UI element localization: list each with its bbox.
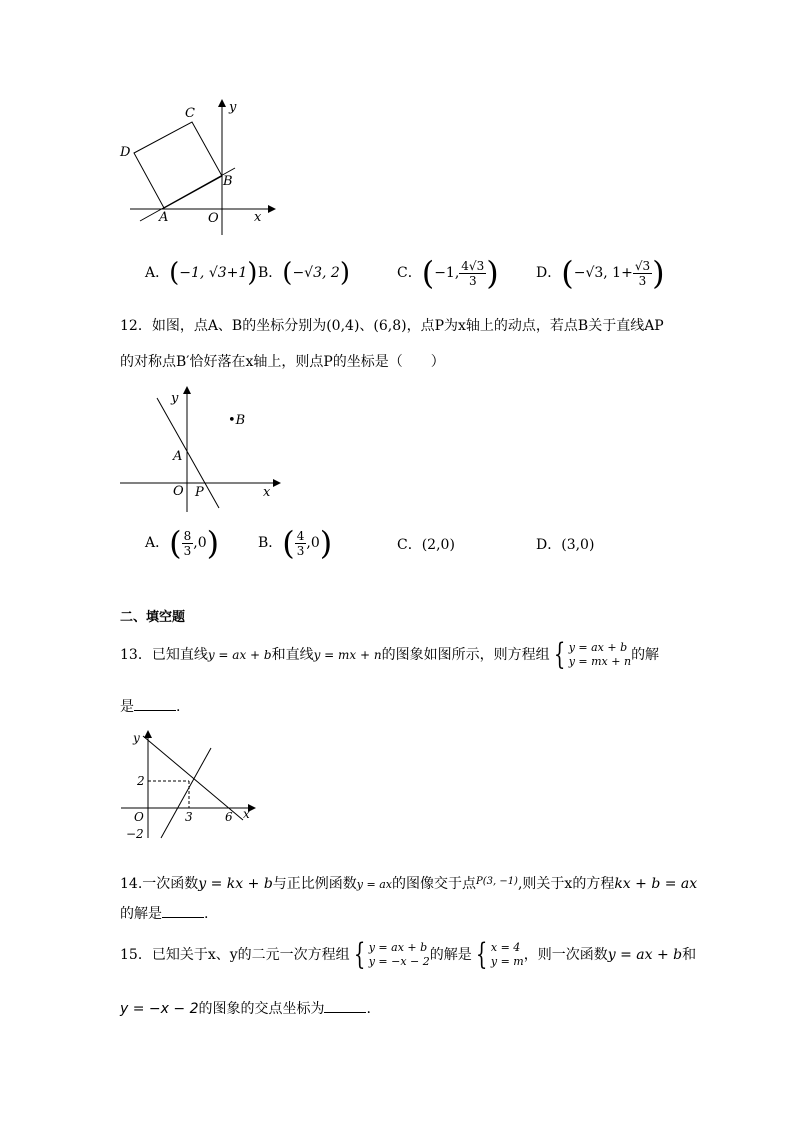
q13-line1: 13．已知直线y = ax + b和直线y = mx + n的图象如图所示，则方程组 { y = ax + b y = mx + n 的解: [120, 637, 660, 672]
q15-solution: x = 4 y = m: [490, 941, 524, 968]
fig12-label-P: P: [195, 485, 204, 500]
option-d-fraction: $\frac{√3}{3}$: [634, 258, 651, 288]
section-heading: 二、填空题: [120, 610, 186, 625]
option-a-fraction: $\frac{8}{3}$: [183, 528, 192, 558]
option-c-label: C．: [397, 537, 422, 553]
q12-figure: [115, 380, 290, 515]
fig12-label-B: •B: [228, 413, 246, 428]
fig13-label-y: y: [133, 731, 140, 745]
fig11-label-x: x: [254, 210, 262, 225]
option-a-value: −1, √3+1: [179, 265, 248, 281]
q14-line1: 14.一次函数y = kx + b与正比例函数y = ax的图像交于点$^{P(3, -1)}$,则关于x的方程kx + b = ax: [120, 876, 698, 892]
q15-line2: y = −x − 2的图象的交点坐标为 .: [120, 998, 371, 1019]
option-b-fraction: $\frac{4}{3}$: [296, 528, 305, 558]
q13-system: y = ax + b y = mx + n: [568, 641, 632, 668]
q12-line1: 12．如图，点A、B的坐标分别为(0,4)、(6,8)，点P为x轴上的动点，若点B关于直线AP: [120, 318, 664, 334]
q11-option-c[interactable]: C．(−1, $\frac{4√3}{3}$ ): [397, 254, 499, 292]
fig11-label-O: O: [208, 211, 219, 226]
q14-answer-blank[interactable]: [162, 903, 204, 918]
q11-figure: [110, 95, 280, 245]
fig12-label-y: y: [171, 391, 179, 406]
option-d-value: (3,0): [561, 537, 595, 553]
fig12-label-x: x: [263, 485, 271, 500]
q11-option-a[interactable]: A．(−1, √3+1): [145, 258, 258, 288]
option-c-label: C．: [397, 265, 422, 281]
fig11-label-B: B: [223, 174, 233, 189]
q12-option-a[interactable]: A．( $\frac{8}{3}$ ,0): [145, 524, 220, 562]
fig11-label-D: D: [120, 145, 131, 160]
option-b-label: B．: [258, 535, 283, 551]
fig11-label-A: A: [159, 210, 169, 225]
q15-system: y = ax + b y = −x − 2: [368, 941, 430, 968]
q13-line2: 是 .: [120, 696, 180, 717]
q15-answer-blank[interactable]: [324, 998, 366, 1013]
q14-line2: 的解是 .: [120, 903, 208, 924]
fig13-label-2: 2: [137, 774, 145, 788]
option-d-label: D．: [536, 265, 562, 281]
q11-option-b[interactable]: B．(−√3, 2): [258, 258, 350, 288]
fig13-label-x: x: [243, 807, 250, 821]
q15-line1: 15．已知关于x、y的二元一次方程组 { y = ax + b y = −x − 2 的解是 { x = 4 y = m ，则一次函数y = ax + b和: [120, 937, 697, 972]
q13-figure: [115, 726, 260, 846]
fig13-label-neg2: −2: [126, 827, 144, 841]
q11-option-d[interactable]: D．(−√3, 1+ $\frac{√3}{3}$ ): [536, 254, 665, 292]
fig11-label-y: y: [229, 100, 237, 115]
option-c-value: (2,0): [421, 537, 455, 553]
option-a-tail: ,0: [193, 535, 207, 551]
fig13-label-6: 6: [225, 810, 233, 824]
fig11-label-C: C: [185, 106, 195, 121]
option-d-label: D．: [536, 537, 562, 553]
option-c-fraction: $\frac{4√3}{3}$: [461, 258, 485, 288]
option-d-pre: −√3, 1+: [573, 265, 633, 281]
q13-answer-blank[interactable]: [134, 696, 176, 711]
q12-option-d[interactable]: [536, 534, 594, 554]
fig13-label-O: O: [134, 810, 144, 824]
option-b-tail: ,0: [306, 535, 320, 551]
option-b-label: B．: [258, 265, 283, 281]
q12-line2: 的对称点B′恰好落在x轴上，则点P的坐标是（ ）: [120, 354, 445, 370]
q12-option-b[interactable]: B．( $\frac{4}{3}$ ,0): [258, 524, 333, 562]
option-a-label: A．: [145, 535, 170, 551]
fig12-label-A: A: [173, 449, 183, 464]
option-a-label: A．: [145, 265, 170, 281]
fig12-label-O: O: [173, 484, 184, 499]
option-b-value: −√3, 2: [292, 265, 340, 281]
q12-option-c[interactable]: [397, 534, 455, 554]
option-c-pre: −1,: [434, 265, 460, 281]
fig13-label-3: 3: [185, 810, 193, 824]
